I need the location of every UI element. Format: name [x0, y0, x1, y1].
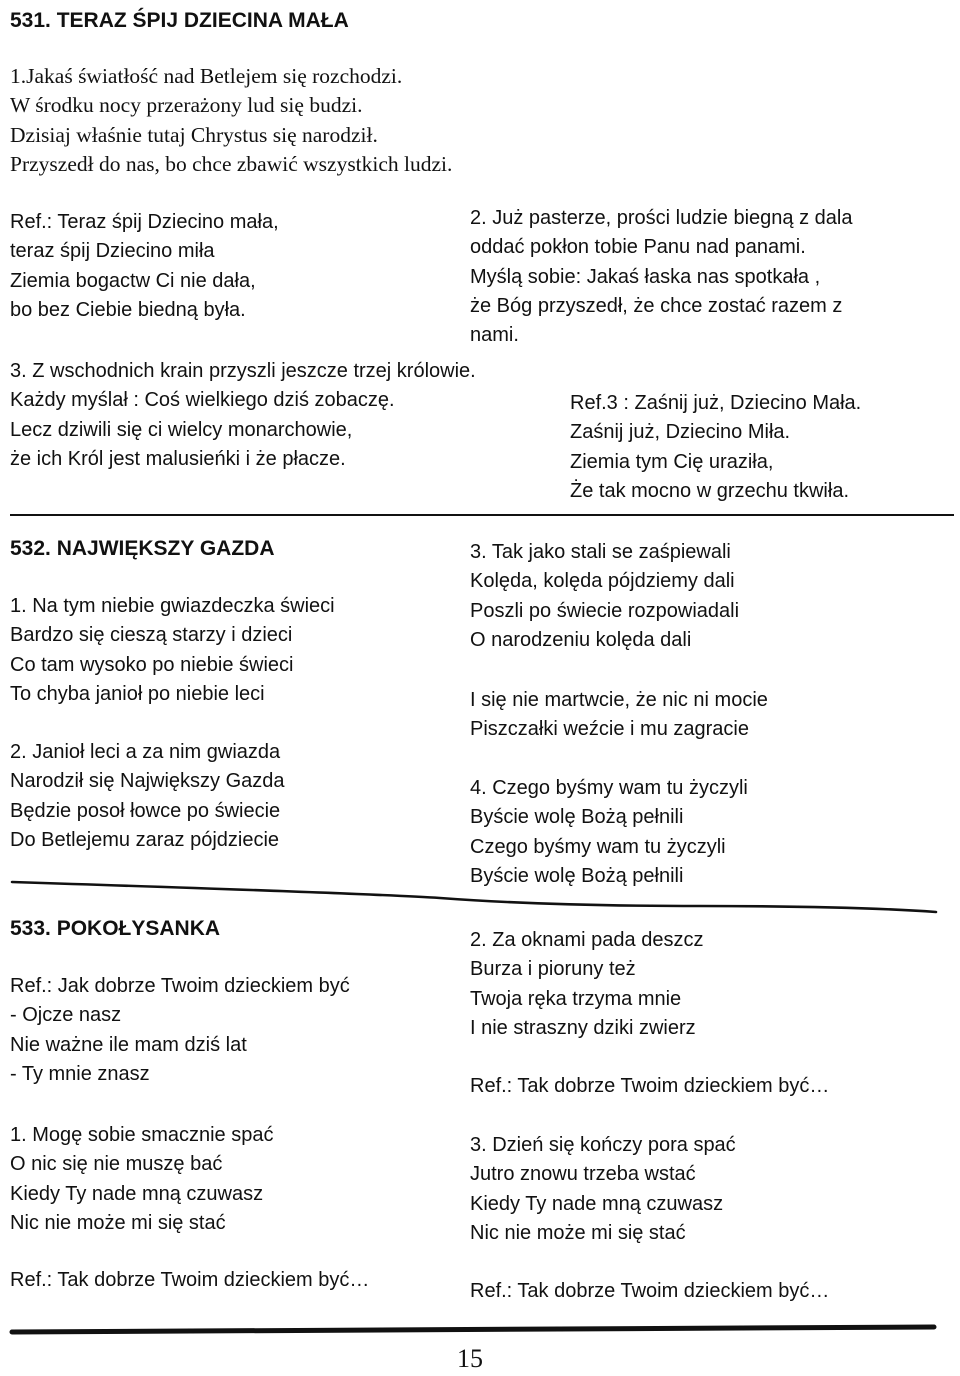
verse-line: Narodził się Największy Gazda — [10, 770, 285, 793]
verse-line: Myślą sobie: Jakaś łaska nas spotkała , — [470, 265, 821, 288]
song-531-verse-2 — [470, 204, 852, 350]
page-bottom-divider — [0, 1318, 960, 1342]
song-531-verse-3 — [10, 357, 476, 474]
verse-line: Kolęda, kolęda pójdziemy dali — [470, 570, 735, 593]
verse-line: Piszczałki weźcie i mu zagracie — [470, 718, 749, 741]
verse-line: O narodzeniu kolęda dali — [470, 628, 692, 651]
verse-line: Burza i pioruny też — [470, 958, 636, 981]
verse-line: 2. Janioł leci a za nim gwiazda — [10, 741, 281, 763]
refrain-line: Nie ważne ile mam dziś lat — [10, 1033, 247, 1056]
verse-line: Każdy myślał : Coś wielkiego dziś zobaczę. — [10, 389, 395, 412]
song-532-verse-2 — [10, 738, 285, 855]
refrain-line: Ref.: Teraz śpij Dziecino mała, — [10, 211, 279, 233]
verse-line: Byście wolę Bożą pełnili — [470, 806, 684, 829]
verse-line: Kiedy Ty nade mną czuwasz — [470, 1192, 724, 1215]
verse-line: Nic nie może mi się stać — [10, 1211, 226, 1234]
verse-line: Twoja ręka trzyma mnie — [470, 987, 682, 1010]
verse-line: 2. Już pasterze, prości ludzie biegną z dala — [470, 207, 853, 229]
verse-line: 1.Jakaś światłość nad Betlejem się rozchodzi. — [10, 64, 403, 88]
verse-line: oddać pokłon tobie Panu nad panami. — [470, 236, 806, 259]
section-divider — [0, 870, 960, 920]
verse-line: Do Betlejemu zaraz pójdziecie — [10, 828, 280, 851]
refrain-line: Ref.: Jak dobrze Twoim dzieckiem być — [10, 975, 350, 997]
verse-line: Bardzo się cieszą starzy i dzieci — [10, 624, 293, 647]
song-533-verse-2 — [470, 926, 703, 1043]
verse-line: 1. Na tym niebie gwiazdeczka świeci — [10, 595, 335, 617]
verse-line: Dzisiaj właśnie tutaj Chrystus się narodził. — [10, 122, 378, 147]
verse-line: 3. Z wschodnich krain przyszli jeszcze trzej królowie. — [10, 360, 476, 382]
verse-line: Lecz dziwili się ci wielcy monarchowie, — [10, 418, 353, 441]
verse-line: 2. Za oknami pada deszcz — [470, 929, 704, 951]
song-532-verse-3b — [470, 686, 768, 745]
verse-line: O nic się nie muszę bać — [10, 1153, 223, 1176]
song-532-verse-1 — [10, 592, 335, 709]
refrain-line: Ziemia bogactw Ci nie dała, — [10, 269, 256, 292]
verse-line: Kiedy Ty nade mną czuwasz — [10, 1182, 264, 1205]
verse-line: To chyba janioł po niebie leci — [10, 682, 265, 705]
refrain-line: - Ojcze nasz — [10, 1004, 122, 1027]
song-531-refrain-3 — [570, 389, 861, 506]
song-531-verse-1 — [10, 62, 452, 179]
verse-line: Przyszedł do nas, bo chce zbawić wszystkich ludzi. — [10, 151, 453, 176]
verse-line: 3. Tak jako stali se zaśpiewali — [470, 541, 731, 563]
verse-line: 1. Mogę sobie smacznie spać — [10, 1124, 274, 1146]
song-533-refrain — [10, 972, 350, 1089]
refrain-line: - Ty mnie znasz — [10, 1062, 150, 1085]
song-531-refrain — [10, 208, 279, 325]
verse-line: 4. Czego byśmy wam tu życzyli — [470, 777, 748, 799]
verse-line: 3. Dzień się kończy pora spać — [470, 1134, 736, 1156]
refrain-line: Że tak mocno w grzechu tkwiła. — [570, 479, 849, 502]
section-divider — [10, 514, 954, 516]
refrain-line: bo bez Ciebie biedną była. — [10, 298, 246, 321]
verse-line: że ich Król jest malusieńki i że płacze. — [10, 447, 346, 470]
page-number: 15 — [457, 1344, 483, 1373]
verse-line: Jutro znowu trzeba wstać — [470, 1163, 696, 1186]
verse-line: I się nie martwcie, że nic ni mocie — [470, 689, 768, 711]
verse-line: Byście wolę Bożą pełnili — [470, 864, 684, 887]
verse-line: nami. — [470, 324, 519, 347]
refrain-line: teraz śpij Dziecino miła — [10, 240, 215, 263]
verse-line: W środku nocy przerażony lud się budzi. — [10, 93, 363, 118]
verse-line: Będzie posoł łowce po świecie — [10, 799, 281, 822]
song-533-title: 533. POKOŁYSANKA — [10, 917, 221, 940]
verse-line: Czego byśmy wam tu życzyli — [470, 835, 726, 858]
refrain-line: Zaśnij już, Dziecino Miła. — [570, 421, 791, 444]
song-533-verse-3 — [470, 1131, 736, 1248]
refrain-line: Ziemia tym Cię uraziła, — [570, 450, 774, 473]
verse-line: Poszli po świecie rozpowiadali — [470, 599, 740, 622]
verse-line: Nic nie może mi się stać — [470, 1221, 686, 1244]
song-532-title: 532. NAJWIĘKSZY GAZDA — [10, 537, 275, 560]
verse-line: I nie straszny dziki zwierz — [470, 1016, 696, 1039]
song-533-refrain-short: Ref.: Tak dobrze Twoim dzieckiem być… — [470, 1075, 830, 1097]
song-533-verse-1 — [10, 1121, 273, 1238]
song-532-verse-3 — [470, 538, 739, 655]
verse-line: że Bóg przyszedł, że chce zostać razem z — [470, 294, 843, 317]
song-533-refrain-short: Ref.: Tak dobrze Twoim dzieckiem być… — [470, 1280, 830, 1302]
verse-line: Co tam wysoko po niebie świeci — [10, 653, 294, 676]
song-533-refrain-short: Ref.: Tak dobrze Twoim dzieckiem być… — [10, 1269, 370, 1291]
song-531-title: 531. TERAZ ŚPIJ DZIECINA MAŁA — [10, 9, 349, 32]
refrain-line: Ref.3 : Zaśnij już, Dziecino Mała. — [570, 392, 862, 414]
